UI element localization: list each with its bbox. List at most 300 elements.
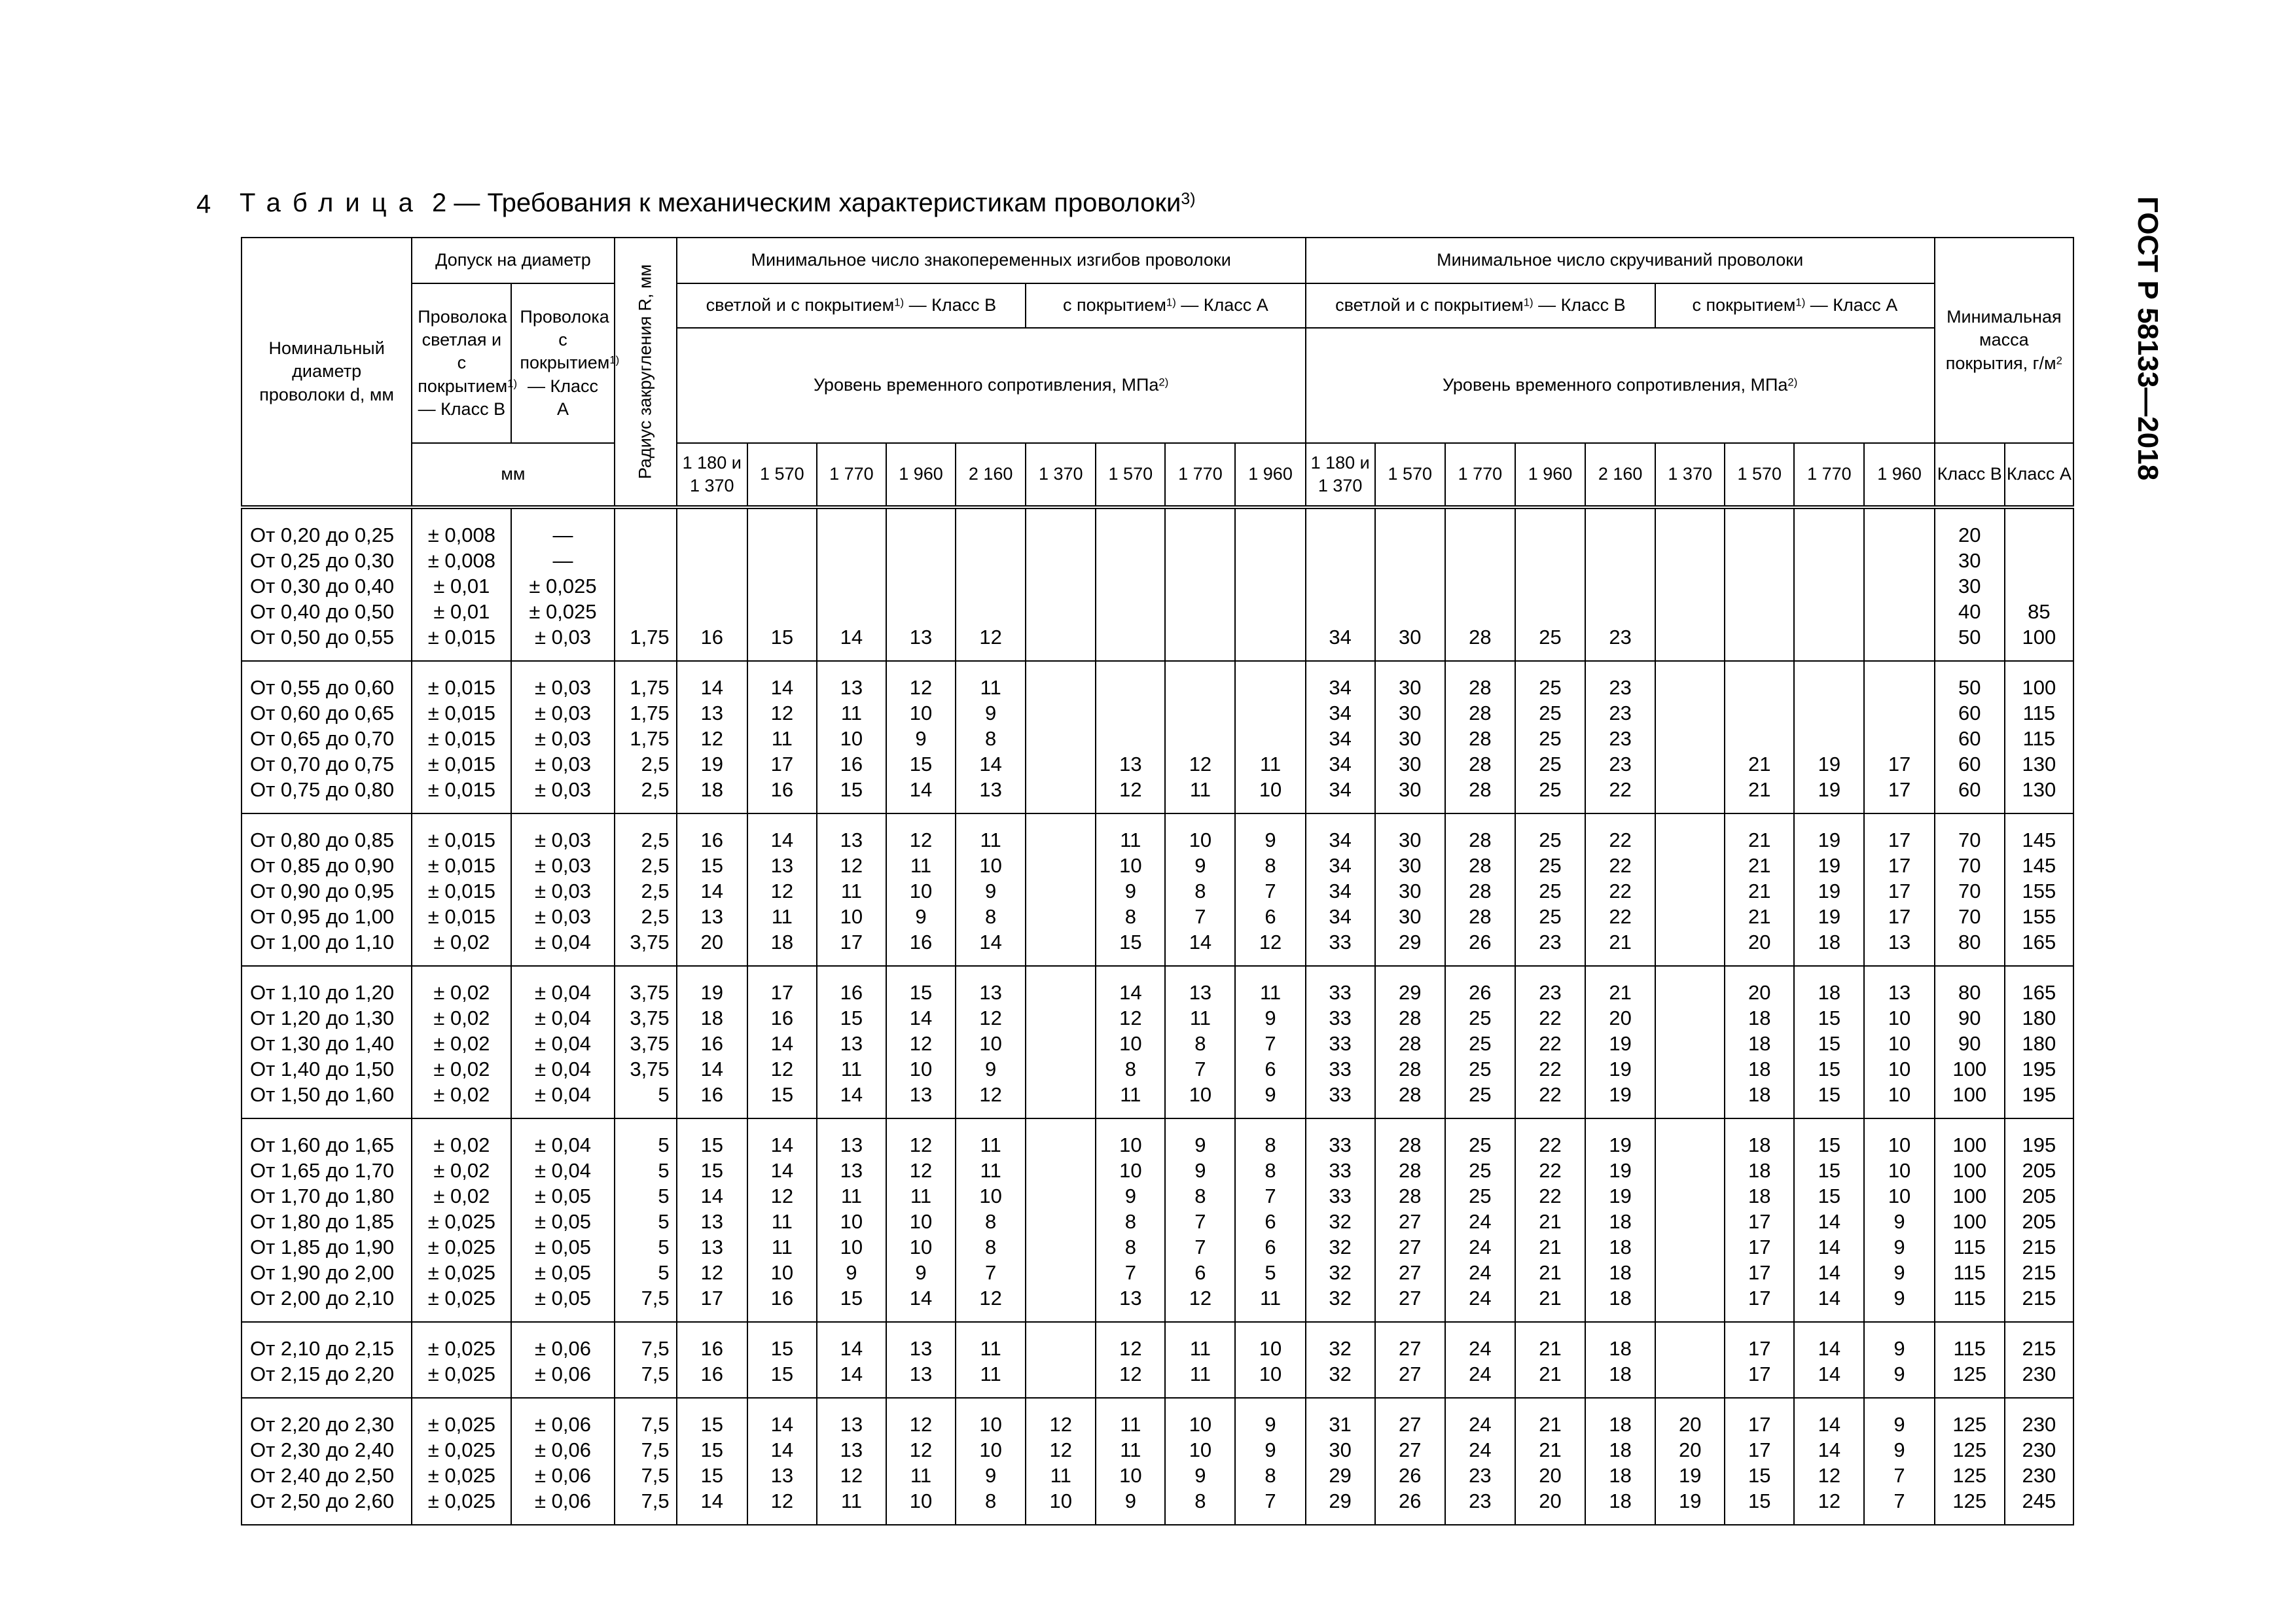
cell-value: 12: [1189, 753, 1212, 776]
cell-value: 115: [2022, 727, 2056, 750]
cell-value: 11: [1120, 829, 1141, 851]
cell-value: 11: [1189, 1337, 1211, 1360]
cell-value: [1795, 700, 1863, 726]
cell-value: ± 0,02: [433, 1133, 490, 1156]
cell-value: 7: [1893, 1489, 1905, 1512]
cell-value: 12: [1049, 1438, 1072, 1461]
cell-value: 13: [840, 1032, 863, 1055]
cell-value: 10: [1119, 1464, 1142, 1487]
tolerance-b-cell: [412, 661, 511, 813]
cell-value: 33: [1329, 981, 1352, 1004]
cell-value: [1586, 573, 1655, 599]
cell-value: 34: [1329, 778, 1352, 801]
cell-value: 12: [700, 1261, 723, 1284]
cell-value: [1026, 624, 1095, 650]
twist-class-a-cell: [1725, 1118, 1794, 1322]
cell-value: 115: [1953, 1337, 1986, 1360]
cell-value: [1026, 827, 1095, 853]
caption-label: Таблица: [240, 188, 425, 217]
cell-value: [1096, 599, 1164, 624]
twist-class-a-cell: [1794, 507, 1864, 661]
twist-class-a-cell: [1725, 813, 1794, 966]
cell-value: 10: [1888, 1185, 1911, 1207]
cell-value: [1236, 624, 1304, 650]
cell-value: 14: [770, 1032, 794, 1055]
cell-value: 25: [1469, 1133, 1492, 1156]
cell-value: 230: [2022, 1438, 2056, 1461]
twist-class-a-cell: [1725, 507, 1794, 661]
cell-value: [1096, 548, 1164, 573]
cell-value: [1026, 1285, 1095, 1311]
twist-class-a-cell: [1725, 1398, 1794, 1525]
bend-class-b-cell: [677, 1322, 747, 1398]
table-row-group: [242, 661, 2073, 813]
cell-value: [1795, 675, 1863, 700]
cell-value: ± 0,02: [433, 1083, 490, 1106]
cell-value: 12: [909, 1133, 933, 1156]
radius-cell: [615, 813, 677, 966]
bend-class-b-cell: [817, 661, 886, 813]
tolerance-b-cell: [412, 813, 511, 966]
cell-value: 11: [1259, 1287, 1282, 1310]
mass-class-b-cell: [1935, 1398, 2005, 1525]
cell-value: 10: [840, 905, 863, 928]
cell-value: [1725, 675, 1793, 700]
cell-value: 13: [840, 829, 863, 851]
cell-value: 7,5: [641, 1489, 670, 1512]
table-row-group: [242, 1322, 2073, 1398]
cell-value: 9: [1265, 1083, 1276, 1106]
cell-value: 100: [1952, 1210, 1987, 1233]
bend-class-a-cell: [1235, 1322, 1305, 1398]
cell-value: 10: [979, 1438, 1002, 1461]
cell-value: 10: [1259, 1337, 1282, 1360]
cell-value: 22: [1609, 880, 1632, 902]
cell-value: 29: [1329, 1489, 1352, 1512]
cell-value: 15: [770, 626, 794, 649]
cell-value: [817, 548, 886, 573]
cell-value: 22: [1539, 1083, 1562, 1106]
bend-class-b-cell: [747, 507, 817, 661]
cell-value: 8: [1194, 1185, 1206, 1207]
header-bends-strength: 2 160: [956, 443, 1026, 507]
cell-value: 10: [909, 1236, 933, 1258]
bend-class-a-cell: [1165, 813, 1235, 966]
cell-value: 22: [1539, 1185, 1562, 1207]
cell-value: [1656, 1183, 1724, 1209]
cell-value: 26: [1469, 931, 1492, 954]
cell-value: 25: [1539, 778, 1562, 801]
mass-class-a-cell: [2005, 1118, 2073, 1322]
cell-value: [1376, 522, 1444, 548]
cell-value: 14: [840, 1337, 863, 1360]
cell-value: 10: [1888, 1032, 1911, 1055]
cell-value: [1236, 700, 1304, 726]
cell-value: 19: [1609, 1159, 1632, 1182]
cell-value: 23: [1609, 702, 1632, 724]
cell-value: От 0,65 до 0,70: [250, 727, 395, 750]
cell-value: 17: [1888, 905, 1911, 928]
cell-value: 6: [1265, 1058, 1276, 1080]
twist-class-a-cell: [1655, 1118, 1725, 1322]
cell-value: 23: [1539, 981, 1562, 1004]
bend-class-b-cell: [886, 507, 956, 661]
mass-class-a-cell: [2005, 507, 2073, 661]
cell-value: 125: [1952, 1413, 1987, 1436]
cell-value: 17: [1748, 1210, 1771, 1233]
cell-value: 18: [1609, 1261, 1632, 1284]
cell-value: 18: [1818, 981, 1841, 1004]
tolerance-a-cell: [511, 813, 614, 966]
cell-value: 21: [1748, 829, 1771, 851]
cell-value: [1306, 573, 1374, 599]
cell-value: 115: [1953, 1236, 1986, 1258]
mass-class-a-cell: [2005, 966, 2073, 1118]
cell-value: 12: [840, 854, 863, 877]
diameter-cell: [242, 507, 412, 661]
bend-class-b-cell: [677, 1398, 747, 1525]
cell-value: 34: [1329, 753, 1352, 776]
cell-value: 85: [2028, 600, 2051, 623]
cell-value: 10: [840, 727, 863, 750]
bend-class-b-cell: [817, 507, 886, 661]
bend-class-b-cell: [956, 1398, 1026, 1525]
cell-value: 10: [979, 1032, 1002, 1055]
cell-value: 5: [658, 1159, 670, 1182]
cell-value: 33: [1329, 1007, 1352, 1029]
cell-value: ± 0,02: [433, 1032, 490, 1055]
cell-value: [1725, 624, 1793, 650]
twist-class-b-cell: [1585, 1398, 1655, 1525]
cell-value: 9: [984, 702, 997, 724]
cell-value: 27: [1399, 1261, 1422, 1284]
cell-value: [677, 599, 747, 624]
cell-value: 14: [909, 1287, 933, 1310]
header-bends-class-b-text: светлой и с покрытием: [706, 295, 895, 315]
cell-value: 12: [909, 1159, 933, 1182]
cell-value: 7,5: [641, 1363, 670, 1385]
cell-value: [1656, 700, 1724, 726]
cell-value: 10: [909, 1489, 933, 1512]
header-bends-strength: 1 770: [817, 443, 886, 507]
cell-value: 9: [1265, 1413, 1276, 1436]
cell-value: 17: [1888, 829, 1911, 851]
cell-value: 17: [770, 981, 794, 1004]
cell-value: 13: [1189, 981, 1212, 1004]
cell-value: От 0,25 до 0,30: [250, 549, 395, 572]
cell-value: [1166, 599, 1234, 624]
cell-value: [1446, 599, 1515, 624]
cell-value: 18: [1748, 1058, 1771, 1080]
bend-class-a-cell: [1096, 507, 1165, 661]
cell-value: 16: [909, 931, 933, 954]
cell-value: 5: [1265, 1261, 1276, 1284]
cell-value: 12: [770, 1058, 794, 1080]
header-tolerance: Допуск на диаметр: [412, 238, 614, 283]
cell-value: 13: [909, 1337, 933, 1360]
cell-value: 13: [1888, 931, 1911, 954]
twist-class-a-cell: [1725, 1322, 1794, 1398]
bend-class-a-cell: [1026, 1398, 1096, 1525]
header-twists-strength: 1 770: [1445, 443, 1515, 507]
cell-value: [1306, 599, 1374, 624]
cell-value: 19: [1818, 880, 1841, 902]
cell-value: [1516, 548, 1585, 573]
cell-value: 8: [1265, 854, 1276, 877]
cell-value: 34: [1329, 626, 1352, 649]
cell-value: 17: [1888, 753, 1911, 776]
bend-class-a-cell: [1235, 507, 1305, 661]
cell-value: [1656, 1336, 1724, 1361]
cell-value: 70: [1958, 880, 1981, 902]
cell-value: 16: [700, 1337, 723, 1360]
cell-value: 15: [1818, 1032, 1841, 1055]
cell-value: 13: [840, 1159, 863, 1182]
cell-value: 14: [770, 1438, 794, 1461]
cell-value: 16: [700, 1032, 723, 1055]
cell-value: [1865, 573, 1933, 599]
cell-value: [1166, 573, 1234, 599]
header-mass-class-a: Класс А: [2005, 443, 2073, 507]
cell-value: ± 0,025: [427, 1337, 495, 1360]
mass-class-a-cell: [2005, 1322, 2073, 1398]
cell-value: 28: [1469, 829, 1492, 851]
cell-value: 12: [840, 1464, 863, 1487]
cell-value: [1096, 522, 1164, 548]
cell-value: 28: [1469, 905, 1492, 928]
cell-value: 3,75: [630, 1007, 670, 1029]
cell-value: 13: [700, 905, 723, 928]
mechanical-properties-table: [241, 237, 2074, 1525]
tolerance-b-cell: [412, 1118, 511, 1322]
cell-value: ± 0,03: [535, 854, 591, 877]
cell-value: 100: [1952, 1058, 1987, 1080]
cell-value: 7: [1194, 1210, 1206, 1233]
cell-value: [1656, 827, 1724, 853]
cell-value: 80: [1958, 931, 1981, 954]
bend-class-b-cell: [747, 1118, 817, 1322]
header-bends-strength: 1 370: [1026, 443, 1096, 507]
cell-value: ± 0,06: [535, 1413, 591, 1436]
bend-class-b-cell: [747, 966, 817, 1118]
cell-value: 5: [658, 1261, 670, 1284]
cell-value: 25: [1539, 854, 1562, 877]
cell-value: [1865, 599, 1933, 624]
twist-class-b-cell: [1445, 507, 1515, 661]
twist-class-b-cell: [1375, 966, 1445, 1118]
cell-value: [1026, 853, 1095, 878]
cell-value: 20: [1609, 1007, 1632, 1029]
cell-value: 30: [1399, 854, 1422, 877]
cell-value: 25: [1539, 753, 1562, 776]
cell-value: [1656, 777, 1724, 802]
cell-value: 25: [1469, 1032, 1492, 1055]
cell-value: 19: [1818, 778, 1841, 801]
twist-class-b-cell: [1375, 661, 1445, 813]
cell-value: От 1,80 до 1,85: [250, 1210, 395, 1233]
cell-value: 18: [1609, 1287, 1632, 1310]
caption-footnote: 3): [1181, 190, 1196, 208]
cell-value: 9: [1265, 1007, 1276, 1029]
header-tol-a: [511, 283, 620, 443]
cell-value: ± 0,03: [535, 880, 591, 902]
tolerance-b-cell: [412, 507, 511, 661]
cell-value: 9: [984, 880, 997, 902]
cell-value: 15: [909, 753, 933, 776]
cell-value: 9: [1893, 1236, 1905, 1258]
cell-value: 6: [1265, 905, 1276, 928]
cell-value: 12: [909, 1032, 933, 1055]
cell-value: 22: [1539, 1007, 1562, 1029]
cell-value: 12: [909, 1438, 933, 1461]
cell-value: 9: [846, 1261, 857, 1284]
mass-class-b-cell: [1935, 661, 2005, 813]
cell-value: [1306, 548, 1374, 573]
cell-value: 10: [1189, 1083, 1212, 1106]
cell-value: 21: [1539, 1210, 1562, 1233]
cell-value: ± 0,025: [427, 1210, 495, 1233]
cell-value: 14: [1189, 931, 1212, 954]
cell-value: 21: [1748, 880, 1771, 902]
cell-value: ± 0,04: [535, 1159, 591, 1182]
cell-value: 19: [1609, 1058, 1632, 1080]
cell-value: 28: [1399, 1007, 1422, 1029]
cell-value: 21: [1748, 905, 1771, 928]
cell-value: 21: [1539, 1337, 1562, 1360]
cell-value: [1656, 878, 1724, 904]
cell-value: [1795, 726, 1863, 751]
twist-class-a-cell: [1655, 1398, 1725, 1525]
cell-value: 15: [1818, 1185, 1841, 1207]
cell-value: [615, 548, 670, 573]
cell-value: [1656, 1082, 1724, 1107]
cell-value: 19: [1678, 1464, 1702, 1487]
cell-value: 10: [1189, 1438, 1212, 1461]
cell-value: 19: [700, 753, 723, 776]
cell-value: 28: [1469, 778, 1492, 801]
cell-value: 13: [909, 626, 933, 649]
cell-value: ± 0,06: [535, 1438, 591, 1461]
cell-value: 100: [1952, 1083, 1987, 1106]
cell-value: 10: [1888, 1083, 1911, 1106]
cell-value: [1026, 929, 1095, 955]
cell-value: 25: [1539, 829, 1562, 851]
cell-value: ± 0,04: [535, 1133, 591, 1156]
mass-class-b-cell: [1935, 1322, 2005, 1398]
cell-value: От 1,60 до 1,65: [250, 1133, 395, 1156]
bend-class-a-cell: [1096, 813, 1165, 966]
cell-value: От 0,75 до 0,80: [250, 778, 395, 801]
cell-value: 8: [984, 905, 997, 928]
cell-value: [1376, 599, 1444, 624]
cell-value: 18: [1609, 1413, 1632, 1436]
twist-class-b-cell: [1375, 813, 1445, 966]
cell-value: 33: [1329, 1032, 1352, 1055]
cell-value: 13: [1119, 1287, 1142, 1310]
tolerance-a-cell: [511, 507, 614, 661]
cell-value: 14: [1818, 1438, 1841, 1461]
header-twists-strength: 1 960: [1515, 443, 1585, 507]
cell-value: 15: [840, 778, 863, 801]
cell-value: 30: [1958, 575, 1981, 597]
header-twists-class-b-sup: 1): [1523, 296, 1534, 309]
twist-class-a-cell: [1864, 1398, 1934, 1525]
cell-value: 155: [2022, 880, 2056, 902]
cell-value: 22: [1539, 1032, 1562, 1055]
cell-value: 15: [840, 1287, 863, 1310]
cell-value: 2,5: [641, 778, 670, 801]
cell-value: От 1,70 до 1,80: [250, 1185, 395, 1207]
cell-value: 7,5: [641, 1413, 670, 1436]
cell-value: 27: [1399, 1287, 1422, 1310]
cell-value: 3,75: [630, 1032, 670, 1055]
header-bends-class-a-text: с покрытием: [1062, 295, 1166, 315]
cell-value: ± 0,04: [535, 1007, 591, 1029]
header-bends-class-b-label: — Класс В: [908, 295, 997, 315]
cell-value: 8: [1194, 1032, 1206, 1055]
cell-value: 2,5: [641, 905, 670, 928]
cell-value: 19: [1818, 854, 1841, 877]
cell-value: 12: [1119, 1363, 1142, 1385]
twist-class-a-cell: [1655, 507, 1725, 661]
cell-value: 23: [1609, 753, 1632, 776]
cell-value: 11: [840, 1489, 863, 1512]
cell-value: ± 0,015: [427, 676, 495, 699]
cell-value: 27: [1399, 1438, 1422, 1461]
cell-value: 5: [658, 1210, 670, 1233]
bend-class-a-cell: [1096, 1398, 1165, 1525]
cell-value: 10: [979, 1185, 1002, 1207]
cell-value: 15: [1818, 1058, 1841, 1080]
cell-value: 16: [840, 981, 863, 1004]
cell-value: От 1,65 до 1,70: [250, 1159, 395, 1182]
cell-value: От 0,55 до 0,60: [250, 676, 395, 699]
header-twists-strength: 1 570: [1725, 443, 1794, 507]
twist-class-a-cell: [1794, 1118, 1864, 1322]
cell-value: 21: [1539, 1236, 1562, 1258]
header-radius: [615, 238, 677, 507]
bend-class-a-cell: [1165, 661, 1235, 813]
twist-class-b-cell: [1375, 1398, 1445, 1525]
cell-value: 115: [1953, 1287, 1986, 1310]
cell-value: 14: [1818, 1337, 1841, 1360]
cell-value: 13: [700, 1236, 723, 1258]
bend-class-b-cell: [956, 813, 1026, 966]
cell-value: От 0,40 до 0,50: [250, 600, 395, 623]
cell-value: 17: [1748, 1236, 1771, 1258]
cell-value: [1096, 573, 1164, 599]
twist-class-b-cell: [1585, 966, 1655, 1118]
header-unit-mm: мм: [412, 443, 614, 507]
cell-value: 10: [1189, 829, 1212, 851]
header-bends-class-b: [677, 283, 1026, 328]
cell-value: 130: [2022, 753, 2056, 776]
cell-value: От 1,10 до 1,20: [250, 981, 395, 1004]
cell-value: 14: [770, 829, 794, 851]
cell-value: 3,75: [630, 931, 670, 954]
cell-value: 155: [2022, 905, 2056, 928]
cell-value: [1026, 777, 1095, 802]
cell-value: 33: [1329, 1058, 1352, 1080]
header-bends: Минимальное число знакопеременных изгибов проволоки: [677, 238, 1306, 283]
cell-value: От 2,20 до 2,30: [250, 1413, 395, 1436]
cell-value: 30: [1399, 702, 1422, 724]
cell-value: 18: [1609, 1363, 1632, 1385]
bend-class-a-cell: [1165, 1118, 1235, 1322]
twist-class-b-cell: [1445, 661, 1515, 813]
cell-value: 18: [1748, 1083, 1771, 1106]
cell-value: 50: [1958, 626, 1981, 649]
